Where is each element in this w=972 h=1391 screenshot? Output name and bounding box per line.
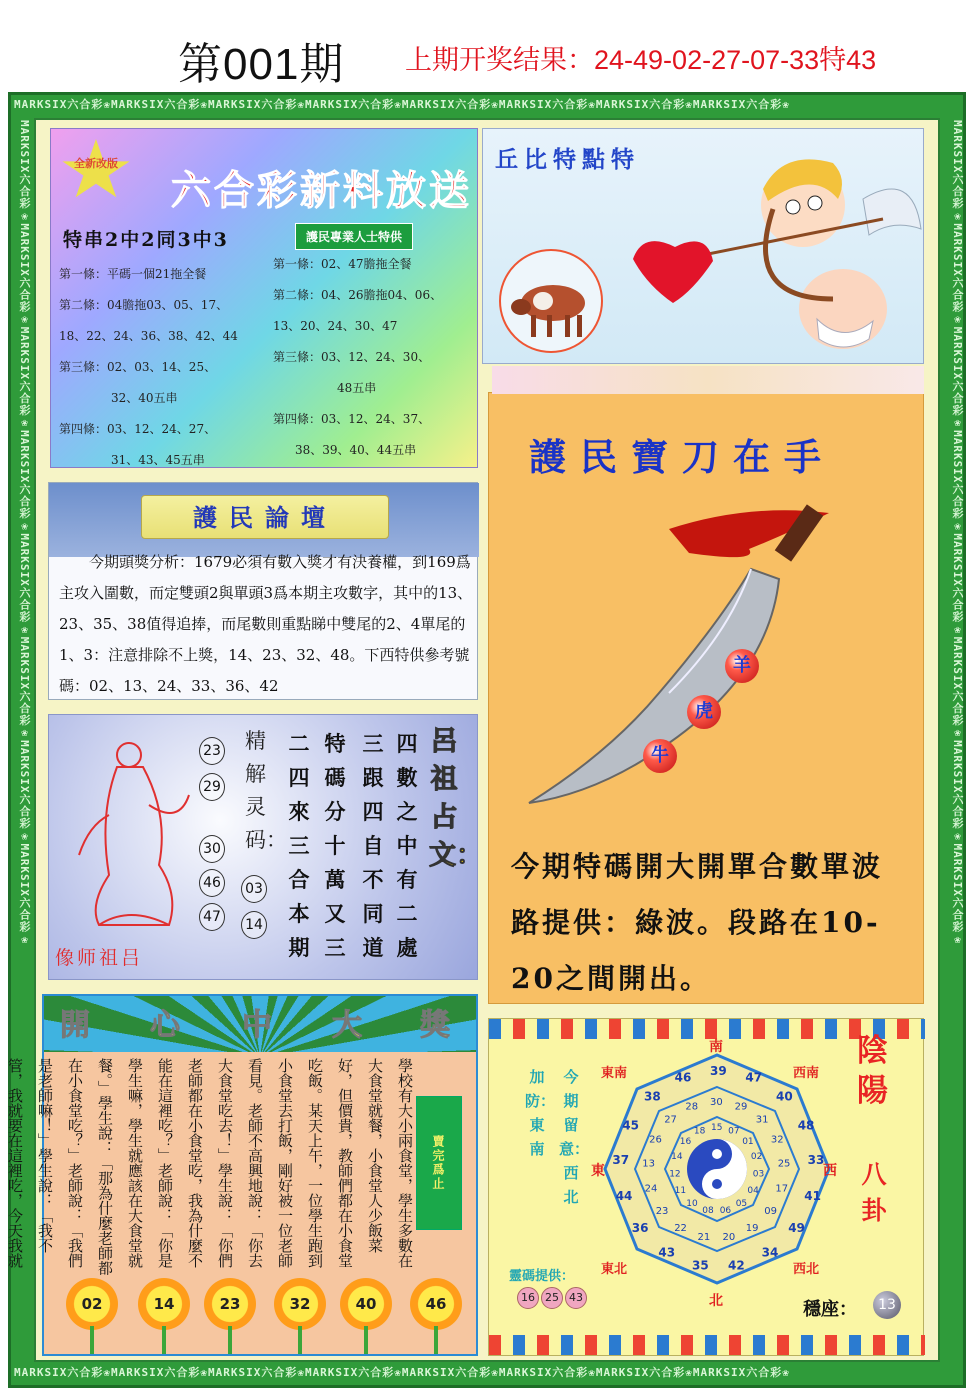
- bagua-number: 49: [788, 1221, 805, 1236]
- master-caption: 像师祖吕: [55, 947, 144, 969]
- number-ball: 14: [241, 911, 267, 939]
- bagua-number: 22: [674, 1222, 687, 1234]
- bottom-keys-border: [489, 1335, 925, 1355]
- bagua-title: 八卦: [861, 1160, 887, 1225]
- tips-left-column: [59, 259, 238, 476]
- flower-number: 02: [66, 1278, 118, 1330]
- sold-out-label: 賣完爲止: [416, 1096, 462, 1230]
- special-number-tip: 今期特碼開大開單合數單波路提供：綠波。段路在10-20之間開出。: [511, 850, 884, 995]
- lucky-number-ball: 16: [517, 1287, 539, 1309]
- bagua-number: 38: [644, 1089, 661, 1104]
- bagua-number: 19: [745, 1222, 759, 1234]
- tip-line: 31、43、45五串: [111, 453, 205, 467]
- ribbon-top: MARKSIX六合彩❀MARKSIX六合彩❀MARKSIX六合彩❀MARKSIX六合彩❀MARKSIX六合彩❀MARKSIX六合彩❀MARKSIX六合彩❀MARKSIX六合彩❀: [14, 98, 790, 111]
- verse-column: 三跟四自不同道: [362, 731, 384, 960]
- lucky-number-ball: 25: [541, 1287, 563, 1309]
- verse-column: 二四來三合本期: [288, 731, 310, 960]
- tip-line: 48五串: [337, 381, 377, 395]
- happy-win-panel: [6, 994, 478, 1356]
- lv-zu-panel: [48, 714, 483, 980]
- bagua-number: 12: [669, 1169, 681, 1180]
- bagua-number: 47: [745, 1070, 763, 1085]
- bagua-number: 35: [692, 1258, 709, 1273]
- ox-icon: [501, 251, 605, 355]
- flower-number: 40: [340, 1278, 392, 1330]
- bagua-number: 36: [631, 1221, 649, 1236]
- bagua-number: 20: [722, 1231, 736, 1243]
- yinyang-title: 陰陽: [857, 1033, 888, 1109]
- bagua-number: 14: [671, 1152, 683, 1162]
- bagua-number: 16: [679, 1136, 692, 1147]
- bagua-number: 48: [797, 1118, 815, 1133]
- verse-column: 四數之中有二處: [396, 731, 418, 960]
- dir-north: 北: [709, 1293, 723, 1309]
- bagua-number: 18: [693, 1126, 706, 1137]
- cupid-panel: [482, 128, 924, 364]
- number-ball: 29: [199, 773, 225, 801]
- flower-stem: [228, 1326, 232, 1354]
- panel-title: 護民寶刀在手: [529, 435, 835, 479]
- bagua-number: 13: [642, 1158, 656, 1170]
- new-info-panel: [50, 128, 478, 468]
- dir-south: 南: [709, 1039, 723, 1055]
- sure-pick-label: 穩座：: [803, 1299, 857, 1320]
- bagua-number: 15: [711, 1123, 723, 1133]
- dir-southwest: 西南: [793, 1066, 820, 1081]
- flower-stem: [162, 1326, 166, 1354]
- treasure-sword-panel: [488, 392, 924, 1004]
- jing-label: 精解灵码：: [245, 729, 287, 852]
- banner-char: 獎: [420, 1008, 450, 1043]
- bagua-number: 06: [719, 1206, 732, 1217]
- bagua-number: 07: [728, 1126, 740, 1137]
- bagua-number: 44: [615, 1188, 633, 1203]
- bagua-number: 42: [728, 1258, 745, 1273]
- guard-direction: 加防：東南: [525, 1068, 556, 1158]
- bagua-number: 25: [777, 1158, 791, 1170]
- story-text: 學校有大小兩食堂，學生多數在大食堂就餐，小食堂人少飯菜好，但價貴，教師們都在小食堂吃飯。某天上午，一位學生跑到小食堂去打飯，剛好被一位老師看見。老師不高興地說：「你去大食堂吃去！」學生說：「你們老師都在小食堂吃，我為什麼不能在這裡吃？」老師說：「你是學生嘛，學生就應該在大食堂就餐。」學生說：「那為什麼老師都在小食堂吃？」老師說：「我們是老師嘛！」學生說：「我不管，我就要在這裡吃，今天我就: [6, 1058, 414, 1276]
- cupid-icon: [633, 149, 923, 363]
- bagua-number: 33: [807, 1153, 825, 1167]
- bagua-number: 05: [735, 1199, 748, 1209]
- flower-stem: [298, 1326, 302, 1354]
- watch-direction: 今期留意：西北: [559, 1068, 590, 1206]
- last-draw-result: 上期开奖结果：24-49-02-27-07-33特43: [405, 45, 877, 75]
- bagua-number: 34: [761, 1245, 779, 1260]
- tip-line: 第三條：02、03、14、25、: [59, 360, 217, 374]
- tip-line: 第二條：04膽拖03、05、17、: [59, 298, 229, 312]
- zodiac-ball-tiger: 虎: [687, 695, 721, 729]
- dir-northeast: 東北: [601, 1262, 628, 1277]
- ribbon-bottom: MARKSIX六合彩❀MARKSIX六合彩❀MARKSIX六合彩❀MARKSIX六合彩❀MARKSIX六合彩❀MARKSIX六合彩❀MARKSIX六合彩❀MARKSIX六合彩❀: [14, 1366, 790, 1379]
- flower-stem: [364, 1326, 368, 1354]
- star-badge-text: 全新改版: [74, 157, 118, 170]
- tip-line: 第三條：03、12、24、30、: [273, 350, 431, 364]
- forum-analysis-text: 今期頭獎分析：1679必須有數入獎才有決養權，到169爲主攻入圍數，而定雙頭2與單頭3爲本期主攻數字，其中的13、23、35、38值得追捧，而尾數則重點睇中雙尾的2、4單尾的1、3：注意排除不上獎，14、23、32、48。下西特供參考號碼：02、13、24、33、36、42: [59, 553, 473, 695]
- star-icon: [61, 139, 131, 203]
- panel3-header-strip: [492, 366, 924, 394]
- flower-number: 46: [410, 1278, 462, 1330]
- tip-line: 13、20、24、30、47: [273, 319, 398, 333]
- yinyang-bagua-panel: [488, 1018, 924, 1356]
- special-tag: 護民專業人士特供: [295, 223, 413, 250]
- bagua-number: 43: [658, 1245, 676, 1260]
- bagua-number: 04: [747, 1186, 759, 1196]
- panel-title: 六合彩新料放送: [171, 167, 472, 214]
- tip-line: 第四條：03、12、24、27、: [59, 422, 217, 436]
- dir-east: 東: [591, 1163, 605, 1179]
- zodiac-ball-goat: 羊: [725, 649, 759, 683]
- bagua-number: 45: [622, 1118, 640, 1133]
- number-ball: 23: [199, 737, 225, 765]
- panel-subtitle: 特串2中2同3中3: [63, 229, 229, 251]
- tip-line: 第一條：02、47膽拖全餐: [273, 257, 412, 271]
- bagua-number: 02: [750, 1152, 763, 1162]
- bagua-number: 46: [674, 1070, 692, 1085]
- tips-right-column: [273, 249, 442, 466]
- bagua-number: 23: [655, 1206, 669, 1217]
- sure-pick-ball: 13: [873, 1291, 901, 1319]
- tip-line: 32、40五串: [111, 391, 178, 405]
- flower-stem: [434, 1326, 438, 1354]
- forum-panel: [48, 482, 478, 700]
- flower-number: 23: [204, 1278, 256, 1330]
- bagua-number: 26: [649, 1134, 662, 1146]
- banner-char: 心: [150, 1008, 180, 1043]
- number-ball: 47: [199, 903, 225, 931]
- tip-line: 38、39、40、44五串: [295, 443, 417, 457]
- panel-title: 丘比特點特: [495, 146, 640, 173]
- bagua-number: 03: [752, 1169, 765, 1180]
- bagua-number: 28: [685, 1101, 699, 1113]
- tip-line: 18、22、24、36、38、42、44: [59, 329, 238, 343]
- master-figure-icon: [69, 735, 199, 935]
- bagua-number: 39: [710, 1064, 727, 1078]
- bagua-number: 41: [804, 1188, 822, 1203]
- bagua-number: 09: [764, 1206, 778, 1217]
- bagua-diagram: [591, 1039, 837, 1333]
- banner-char: 大: [332, 1008, 362, 1043]
- bagua-number: 01: [742, 1136, 754, 1147]
- banner-char: 中: [242, 1008, 272, 1043]
- tip-line: 第二條：04、26膽拖04、06、: [273, 288, 443, 302]
- issue-number: 第001期: [178, 40, 345, 89]
- bagua-number: 30: [710, 1097, 723, 1108]
- lv-zu-title: 呂祖占文：: [429, 726, 483, 871]
- tip-line: 第四條：03、12、24、37、: [273, 412, 431, 426]
- bagua-number: 31: [755, 1114, 769, 1126]
- dir-southeast: 東南: [601, 1066, 628, 1081]
- verse-column: 特碼分十萬又三: [324, 731, 346, 960]
- lucky-number-ball: 43: [565, 1287, 587, 1309]
- bagua-number: 11: [674, 1186, 687, 1196]
- bagua-number: 24: [644, 1183, 658, 1195]
- bagua-number: 08: [702, 1206, 714, 1217]
- ribbon-left: MARKSIX六合彩❀MARKSIX六合彩❀MARKSIX六合彩❀MARKSIX六合彩❀MARKSIX六合彩❀MARKSIX六合彩❀MARKSIX六合彩❀MARKSIX六合彩❀: [18, 120, 31, 947]
- bagua-number: 40: [776, 1089, 793, 1104]
- number-ball: 03: [241, 875, 267, 903]
- number-ball: 46: [199, 869, 225, 897]
- bagua-number: 10: [686, 1199, 698, 1209]
- banner-char: 開: [60, 1008, 90, 1043]
- bagua-number: 27: [664, 1114, 677, 1126]
- flower-number: 14: [138, 1278, 190, 1330]
- bagua-number: 17: [775, 1183, 789, 1195]
- ox-picture: [499, 249, 603, 353]
- bagua-number: 21: [697, 1231, 711, 1243]
- bagua-number: 29: [734, 1101, 748, 1113]
- ribbon-right: MARKSIX六合彩❀MARKSIX六合彩❀MARKSIX六合彩❀MARKSIX六合彩❀MARKSIX六合彩❀MARKSIX六合彩❀MARKSIX六合彩❀MARKSIX六合彩❀: [951, 120, 964, 947]
- dir-northwest: 西北: [793, 1262, 820, 1277]
- tip-line: 第一條：平碼一個21拖全餐: [59, 267, 207, 281]
- dir-west: 西: [823, 1163, 837, 1179]
- flower-number: 32: [274, 1278, 326, 1330]
- zodiac-ball-ox: 牛: [643, 739, 677, 773]
- lucky-number-label: 靈碼提供：: [509, 1269, 575, 1284]
- flower-stem: [90, 1326, 94, 1354]
- bagua-number: 37: [612, 1153, 630, 1167]
- bagua-number: 32: [770, 1134, 784, 1146]
- sword-icon: [519, 493, 839, 813]
- number-ball: 30: [199, 835, 225, 863]
- panel-title: 護民論壇: [141, 495, 389, 539]
